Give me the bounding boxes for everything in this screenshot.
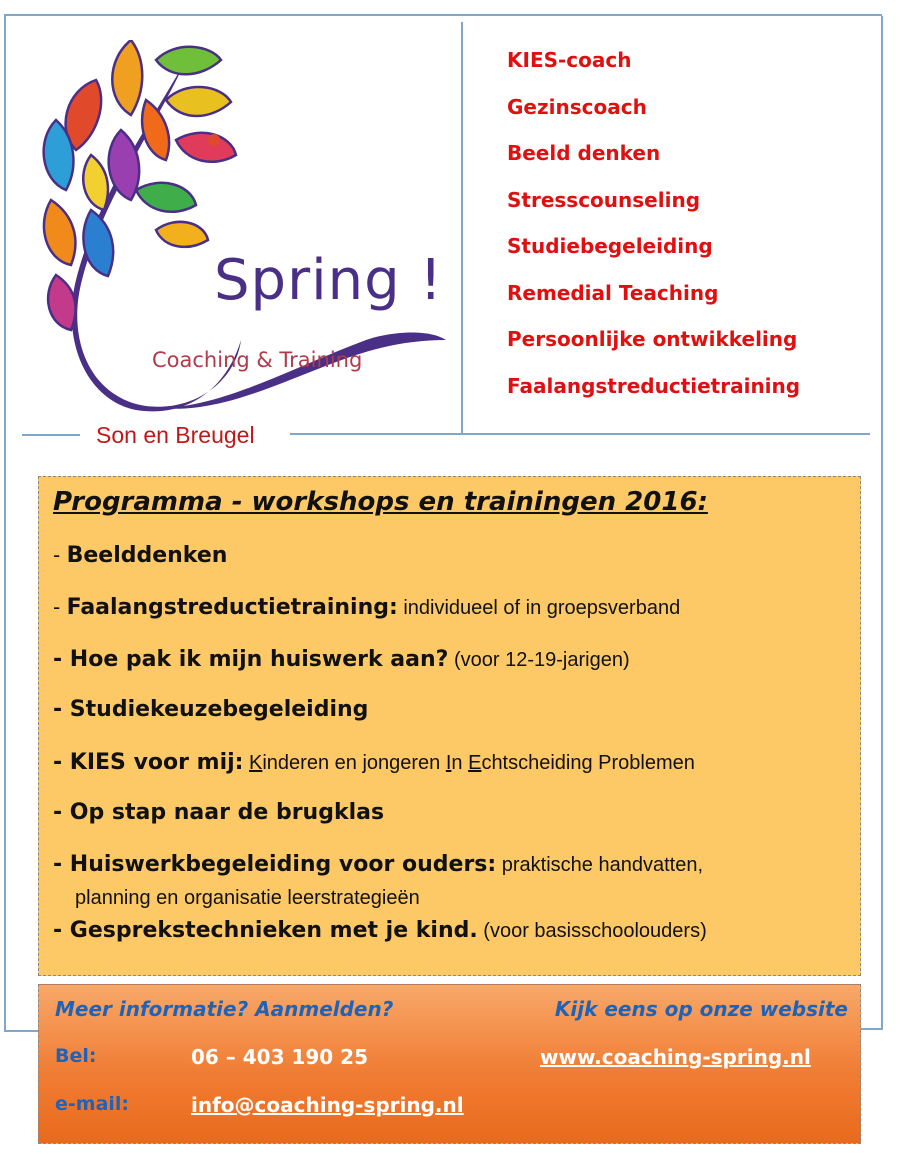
item-dash: -: [53, 800, 70, 825]
service-item: Gezinscoach: [507, 94, 647, 119]
item-detail: individueel of in groepsverband: [397, 597, 681, 619]
service-item: Remedial Teaching: [507, 280, 719, 305]
header-divider-left: [22, 434, 80, 436]
item-detail: (voor basisschoolouders): [477, 920, 707, 942]
services-list: [507, 44, 800, 416]
service-item: Studiebegeleiding: [507, 234, 713, 258]
kies-letter-e: E: [468, 752, 482, 774]
website-link[interactable]: www.coaching-spring.nl: [540, 1045, 811, 1069]
phone-number[interactable]: 06 – 403 190 25: [191, 1045, 369, 1069]
item-dash: -: [53, 697, 70, 722]
kies-letter-k: K: [249, 752, 263, 774]
service-item: Faalangstreductietraining: [507, 373, 801, 398]
program-title: Programma - workshops en trainingen 2016:: [53, 487, 708, 517]
item-title: Op stap naar de brugklas: [69, 800, 385, 825]
phone-label: Bel:: [55, 1045, 97, 1067]
program-item: [53, 595, 680, 620]
spring-logo: [36, 40, 456, 420]
item-dash: -: [53, 918, 70, 943]
item-title: Beelddenken: [66, 543, 228, 568]
logo-brand-text: Spring !: [214, 248, 443, 313]
item-title: Hoe pak ik mijn huiswerk aan?: [69, 647, 449, 672]
header-divider-right: [290, 433, 870, 435]
item-dash: -: [53, 543, 67, 567]
item-dash: -: [53, 852, 70, 877]
frame-bottom-line: [4, 1030, 40, 1032]
item-title: Huiswerkbegeleiding voor ouders:: [69, 852, 497, 877]
kies-text: inderen en jongeren: [262, 752, 446, 774]
contact-box: [38, 984, 861, 1144]
item-dash: -: [53, 750, 70, 775]
frame-bottom-line-right: [861, 1028, 882, 1030]
item-detail: (voor 12-19-jarigen): [448, 649, 630, 671]
header-divider-vertical: [461, 22, 463, 434]
program-item: [53, 918, 707, 943]
program-item: [53, 800, 384, 825]
email-label: e-mail:: [55, 1093, 130, 1115]
program-box: [38, 476, 861, 976]
service-item: KIES-coach: [507, 48, 632, 72]
frame-right-line: [881, 16, 883, 1030]
item-title: Gesprekstechnieken met je kind.: [69, 918, 478, 943]
service-item: Stresscounseling: [507, 187, 701, 212]
item-detail-continuation: planning en organisatie leerstrategieën: [75, 887, 420, 909]
item-dash: -: [53, 595, 67, 619]
item-title: Studiekeuzebegeleiding: [69, 697, 369, 722]
item-detail: praktische handvatten,: [496, 854, 703, 876]
kies-text: chtscheiding Problemen: [481, 752, 695, 774]
program-item: [53, 697, 368, 722]
more-info-heading: Meer informatie? Aanmelden?: [55, 997, 394, 1021]
item-title: KIES voor mij:: [69, 750, 244, 775]
program-item: [53, 543, 227, 568]
item-dash: -: [53, 647, 70, 672]
service-item: Beeld denken: [507, 141, 661, 165]
kies-letter-i: I: [445, 752, 452, 774]
email-link[interactable]: info@coaching-spring.nl: [191, 1093, 464, 1117]
frame-left-line: [4, 14, 6, 1032]
logo-tagline: Coaching & Training: [152, 348, 363, 372]
frame-top-line: [4, 14, 882, 16]
item-title: Faalangstreductietraining:: [66, 595, 398, 620]
program-item: [53, 647, 630, 672]
program-item: [53, 852, 703, 877]
website-prompt: Kijk eens op onze website: [554, 997, 848, 1021]
location-label: Son en Breugel: [90, 422, 261, 449]
program-item: [53, 750, 695, 775]
service-item: Persoonlijke ontwikkeling: [507, 327, 798, 351]
kies-text: n: [451, 752, 469, 774]
